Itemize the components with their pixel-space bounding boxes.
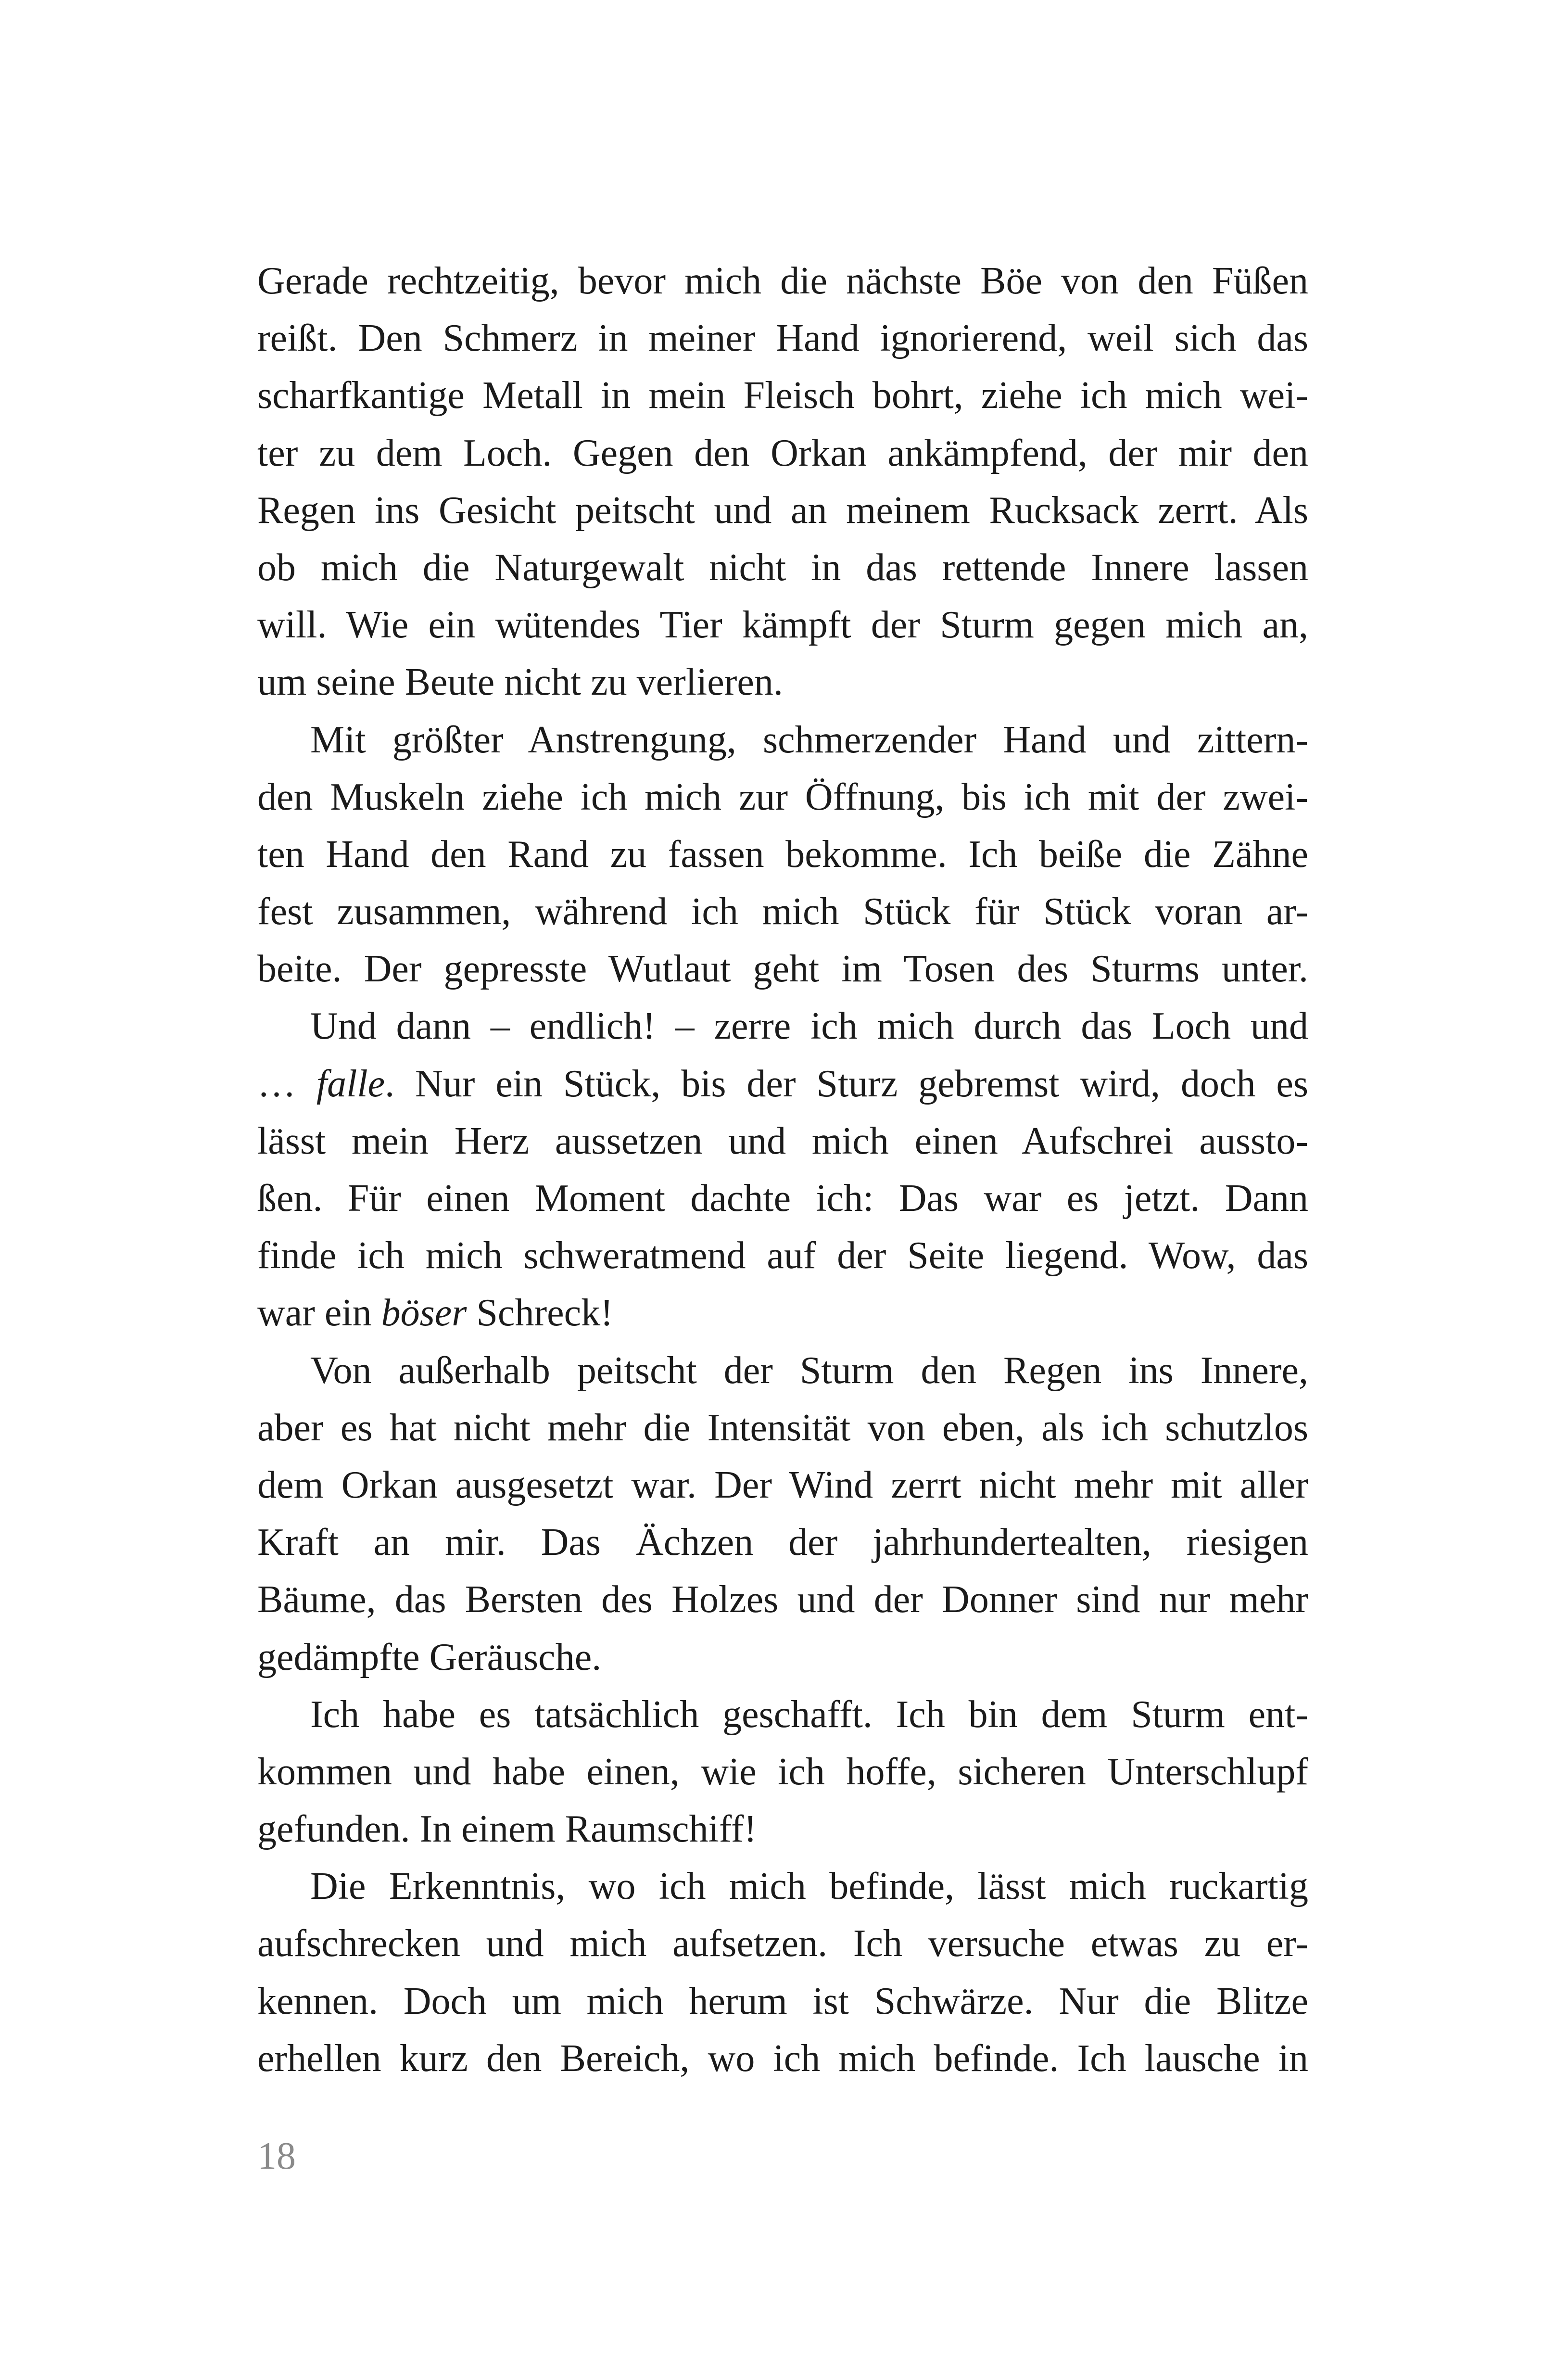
text-line: Kraft an mir. Das Ächzen der jahrhundertealten, riesigen — [257, 1521, 1308, 1564]
paragraph — [257, 712, 1308, 998]
text-line: scharfkantige Metall in mein Fleisch bohrt, ziehe ich mich wei- — [257, 374, 1308, 417]
text-line: den Muskeln ziehe ich mich zur Öffnung, bis ich mit der zwei- — [257, 775, 1308, 818]
text-line: Ich habe es tatsächlich geschafft. Ich bin dem Sturm ent- — [310, 1693, 1308, 1736]
text-line: Und dann – endlich! – zerre ich mich durch das Loch und — [310, 1005, 1308, 1048]
paragraph — [257, 1342, 1308, 1686]
text-line: Von außerhalb peitscht der Sturm den Regen ins Innere, — [310, 1349, 1308, 1392]
text-line: erhellen kurz den Bereich, wo ich mich befinde. Ich lausche in — [257, 2037, 1308, 2080]
text-line: kennen. Doch um mich herum ist Schwärze. Nur die Blitze — [257, 1980, 1308, 2022]
text-line: aufschrecken und mich aufsetzen. Ich versuche etwas zu er- — [257, 1922, 1308, 1965]
text-line: Gerade rechtzeitig, bevor mich die nächste Böe von den Füßen — [257, 260, 1308, 302]
text-line: beite. Der gepresste Wutlaut geht im Tosen des Sturms unter. — [257, 948, 1308, 991]
text-line: finde ich mich schweratmend auf der Seite liegend. Wow, das — [257, 1234, 1308, 1277]
text-line: lässt mein Herz aussetzen und mich einen Aufschrei aussto- — [257, 1119, 1308, 1162]
emphasis: falle — [316, 1062, 385, 1105]
text-line: Bäume, das Bersten des Holzes und der Donner sind nur mehr — [257, 1578, 1308, 1621]
text-line: … falle. Nur ein Stück, bis der Sturz gebremst wird, doch es — [257, 1062, 1309, 1105]
text-line: aber es hat nicht mehr die Intensität von eben, als ich schutzlos — [257, 1406, 1308, 1449]
text-line: kommen und habe einen, wie ich hoffe, sicheren Unterschlupf — [257, 1750, 1308, 1793]
text-line: Regen ins Gesicht peitscht und an meinem Rucksack zerrt. Als — [257, 489, 1308, 532]
text-line: ßen. Für einen Moment dachte ich: Das war es jetzt. Dann — [257, 1177, 1308, 1220]
paragraph — [257, 253, 1308, 712]
emphasis: böser — [381, 1292, 467, 1335]
body-text — [257, 253, 1308, 2087]
text-line: ob mich die Naturgewalt nicht in das rettende Innere lassen — [257, 546, 1308, 589]
page-number: 18 — [257, 2135, 296, 2177]
text-line: dem Orkan ausgesetzt war. Der Wind zerrt nicht mehr mit aller — [257, 1463, 1308, 1506]
text-line: Mit größter Anstrengung, schmerzender Hand und zittern- — [310, 718, 1308, 761]
text-line: gedämpfte Geräusche. — [257, 1636, 602, 1678]
text-line: will. Wie ein wütendes Tier kämpft der Sturm gegen mich an, — [257, 604, 1308, 647]
text-line: Die Erkenntnis, wo ich mich befinde, lässt mich ruckartig — [310, 1865, 1308, 1908]
text-line: fest zusammen, während ich mich Stück für Stück voran ar- — [257, 890, 1308, 933]
text-line: ter zu dem Loch. Gegen den Orkan ankämpfend, der mir den — [257, 432, 1308, 474]
text-line: gefunden. In einem Raumschiff! — [257, 1808, 757, 1851]
paragraph — [257, 998, 1308, 1342]
text-line: war ein böser Schreck! — [257, 1292, 613, 1335]
text-line: reißt. Den Schmerz in meiner Hand ignorierend, weil sich das — [257, 317, 1308, 360]
text-line: um seine Beute nicht zu verlieren. — [257, 661, 783, 704]
text-line: ten Hand den Rand zu fassen bekomme. Ich beiße die Zähne — [257, 833, 1308, 876]
paragraph — [257, 1686, 1308, 1858]
paragraph — [257, 1858, 1308, 2087]
